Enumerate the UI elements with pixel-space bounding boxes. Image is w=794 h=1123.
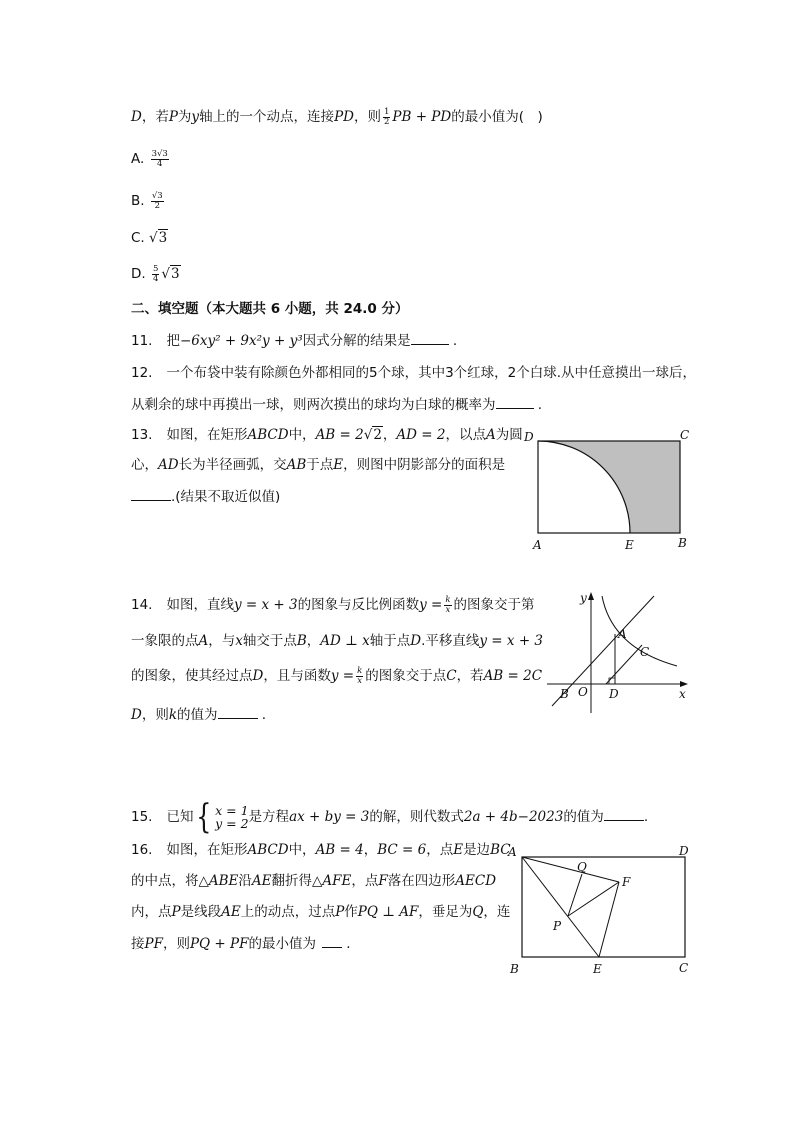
question-12-line2: 从剩余的球中再摸出一球，则两次摸出的球均为白球的概率为 . bbox=[131, 397, 543, 413]
label-E: E bbox=[625, 538, 634, 552]
q13-figure bbox=[520, 425, 720, 555]
label-A: A bbox=[618, 627, 627, 641]
q10-option-d: D. $\frac{5}{4}$ √3 bbox=[131, 263, 180, 284]
question-14-line2: 一象限的点A，与x轴交于点B，AD ⊥ x轴于点D.平移直线y = x + 3 bbox=[131, 633, 544, 649]
q14-figure bbox=[542, 588, 702, 718]
question-15: 15. 已知 { x = 1 y = 2 是方程ax + by = 3的解，则代数式2a + 4b−2023的值为 . bbox=[131, 797, 649, 837]
equation-system: { x = 1 y = 2 bbox=[196, 797, 249, 837]
label-Q: Q bbox=[577, 860, 587, 874]
label-F: F bbox=[622, 875, 631, 889]
q10-option-b: B. $\frac{√3}{2}$ bbox=[131, 190, 163, 211]
question-13-line3: .(结果不取近似值) bbox=[131, 487, 280, 507]
question-14: 14. 如图，直线y = x + 3的图象与反比例函数y = $\frac{k}{x}$ 的图象交于第 bbox=[131, 594, 535, 615]
answer-blank[interactable] bbox=[218, 706, 258, 719]
fraction: $\frac{5}{4}$ bbox=[152, 263, 159, 284]
q10-option-c: C. √3 bbox=[131, 230, 168, 246]
sqrt: √2 bbox=[363, 427, 382, 443]
question-16-line4: 接PF，则PQ + PF的最小值为 . bbox=[131, 936, 351, 952]
label-C: C bbox=[679, 961, 689, 975]
segment-pq bbox=[568, 874, 582, 916]
question-13: 13. 如图，在矩形ABCD中，AB = 2√2，AD = 2，以点A为圆 bbox=[131, 427, 523, 443]
sqrt: √3 bbox=[161, 266, 180, 282]
question-16: 16. 如图，在矩形ABCD中，AB = 4，BC = 6，点E是边BC bbox=[131, 842, 511, 858]
section-heading: 二、填空题（本大题共 6 小题，共 24.0 分） bbox=[131, 301, 409, 317]
answer-blank[interactable] bbox=[604, 808, 644, 821]
fraction: $\frac{1}{2}$ bbox=[383, 106, 390, 127]
question-14-line4: D，则k的值为 . bbox=[131, 707, 267, 723]
label-E: E bbox=[593, 962, 602, 976]
fraction: $\frac{k}{x}$ bbox=[445, 594, 451, 615]
sqrt: √3 bbox=[149, 230, 168, 246]
label-D: D bbox=[524, 430, 534, 444]
question-12: 12. 一个布袋中装有除颜色外都相同的5个球，其中3个红球，2个白球.从中任意摸出一球后， bbox=[131, 365, 697, 381]
label-O: O bbox=[578, 685, 588, 699]
answer-blank[interactable] bbox=[322, 935, 342, 948]
shaded-region bbox=[538, 441, 680, 533]
fraction: $\frac{√3}{2}$ bbox=[151, 190, 163, 211]
answer-blank[interactable] bbox=[496, 396, 534, 409]
q16-figure bbox=[505, 840, 705, 980]
fraction: $\frac{k}{x}$ bbox=[357, 665, 363, 686]
label-D: D bbox=[609, 687, 619, 701]
q10-continuation: D，若P为y轴上的一个动点，连接PD，则 $\frac{1}{2}$ PB + PD的最小值为( ) bbox=[131, 106, 543, 127]
segment-af bbox=[522, 857, 619, 882]
y-axis-arrow bbox=[588, 592, 594, 600]
answer-blank[interactable] bbox=[411, 332, 449, 345]
label-B: B bbox=[678, 536, 687, 550]
right-angle-mark bbox=[609, 678, 615, 684]
question-13-line2: 心，AD长为半径画弧，交AB于点E，则图中阴影部分的面积是 bbox=[131, 457, 506, 473]
label-C: C bbox=[680, 428, 690, 442]
fraction: $\frac{3√3}{4}$ bbox=[151, 148, 168, 169]
label-x: x bbox=[679, 687, 686, 701]
q10-option-a: A. $\frac{3√3}{4}$ bbox=[131, 148, 168, 169]
question-14-line3: 的图象，使其经过点D，且与函数y = $\frac{k}{x}$ 的图象交于点C，若AB = 2C bbox=[131, 665, 543, 686]
label-B: B bbox=[560, 687, 569, 701]
segment-ae bbox=[522, 857, 599, 957]
label-y: y bbox=[580, 591, 587, 605]
label-D: D bbox=[679, 844, 689, 858]
label-A: A bbox=[533, 538, 542, 552]
question-11: 11. 把−6xy² + 9x²y + y³因式分解的结果是 . bbox=[131, 333, 458, 349]
question-16-line2: 的中点，将△ABE沿AE翻折得△AFE，点F落在四边形AECD bbox=[131, 873, 497, 889]
label-C: C bbox=[640, 645, 650, 659]
label-P: P bbox=[553, 919, 562, 933]
label-A: A bbox=[508, 845, 517, 859]
answer-blank[interactable] bbox=[131, 488, 171, 501]
label-B: B bbox=[510, 962, 519, 976]
question-16-line3: 内，点P是线段AE上的动点，过点P作PQ ⊥ AF，垂足为Q，连 bbox=[131, 904, 511, 920]
